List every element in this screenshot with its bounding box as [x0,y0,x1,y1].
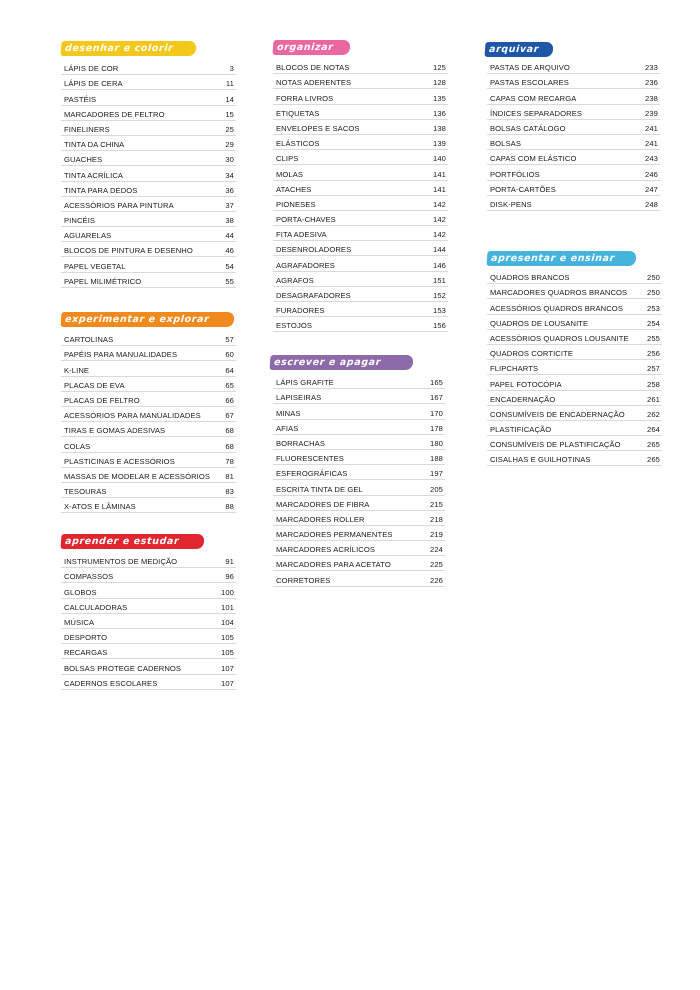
toc-page-number: 105 [221,648,234,658]
toc-row[interactable] [487,421,662,436]
toc-row[interactable] [61,498,236,513]
toc-item-label: CALCULADORAS [64,602,128,612]
toc-page-number: 225 [430,560,443,570]
toc-row[interactable] [487,150,660,165]
toc-page-number: 256 [647,349,660,359]
toc-page-number: 107 [221,678,234,688]
toc-page-number: 261 [647,394,660,404]
toc-row[interactable] [61,136,236,151]
toc-page-number: 253 [647,303,660,313]
toc-row[interactable] [273,74,448,89]
toc-row[interactable] [487,284,662,299]
toc-page-number: 3 [229,64,234,74]
toc-row[interactable] [487,120,660,135]
toc-item-label: PLASTIFICAÇÃO [490,425,552,435]
toc-page-number: 96 [225,572,234,582]
toc-item-label: CADERNOS ESCOLARES [64,678,158,688]
toc-item-label: PASTÉIS [64,94,97,104]
toc-item-label: ETIQUETAS [276,108,320,118]
toc-row[interactable] [273,226,448,241]
toc-row[interactable] [487,360,662,375]
toc-item-label: ACESSÓRIOS QUADROS BRANCOS [490,303,623,313]
toc-row[interactable] [273,181,448,196]
toc-page-number: 135 [433,93,446,103]
toc-page-number: 11 [225,79,234,89]
toc-item-label: ESCRITA TINTA DE GEL [276,484,363,494]
toc-row[interactable] [487,345,662,360]
toc-item-label: FITA ADESIVA [276,230,327,240]
toc-page-number: 136 [433,108,446,118]
toc-row[interactable] [487,330,662,345]
toc-item-label: TINTA DA CHINA [64,140,125,150]
toc-row[interactable] [61,346,236,361]
toc-item-label: CORRETORES [276,575,331,585]
toc-item-label: INSTRUMENTOS DE MEDIÇÃO [64,557,178,567]
toc-item-label: FINELINERS [64,124,110,134]
toc-page-number: 104 [221,617,234,627]
toc-item-label: COLAS [64,441,91,451]
toc-page-number: 128 [433,78,446,88]
toc-page-number: 241 [645,139,658,149]
toc-page-number: 178 [430,423,443,433]
toc-page-number: 241 [645,123,658,133]
toc-item-label: ATACHES [276,184,312,194]
toc-item-label: AGRAFOS [276,275,314,285]
toc-row[interactable] [487,196,660,211]
toc-list [273,59,448,332]
toc-item-label: TINTA PARA DEDOS [64,185,138,195]
toc-row[interactable] [273,135,448,150]
toc-row[interactable] [273,435,445,450]
toc-row[interactable] [273,302,448,317]
toc-row[interactable] [273,241,448,256]
section-desenhar-e-colorir [61,41,236,288]
toc-list [61,331,236,513]
toc-page-number: 258 [647,379,660,389]
toc-row[interactable] [487,165,660,180]
toc-row[interactable] [487,406,662,421]
toc-page-number: 205 [430,484,443,494]
toc-item-label: ÍNDICES SEPARADORES [490,108,583,118]
toc-page-number: 180 [430,438,443,448]
toc-item-label: MARCADORES QUADROS BRANCOS [490,288,628,298]
toc-page-number: 153 [433,306,446,316]
toc-row[interactable] [273,404,445,419]
toc-item-label: FLIPCHARTS [490,364,539,374]
toc-row[interactable] [61,675,236,690]
toc-row[interactable] [273,496,445,511]
toc-row[interactable] [273,571,445,586]
toc-row[interactable] [61,483,236,498]
toc-page-number: 188 [430,454,443,464]
section-arquivar [485,42,660,211]
toc-page-number: 247 [645,184,658,194]
toc-page-number: 81 [225,471,234,481]
toc-item-label: GLOBOS [64,587,97,597]
toc-row[interactable] [61,422,236,437]
toc-page-number: 55 [225,276,234,286]
toc-item-label: PAPEL VEGETAL [64,261,126,271]
toc-item-label: CAPAS COM RECARGA [490,93,577,103]
toc-page-number: 254 [647,318,660,328]
toc-item-label: CISALHAS E GUILHOTINAS [490,455,591,465]
toc-row[interactable] [273,450,445,465]
toc-row[interactable] [273,211,448,226]
toc-row[interactable] [61,568,236,583]
toc-row[interactable] [61,437,236,452]
toc-item-label: ESTOJOS [276,321,313,331]
toc-list [487,59,660,211]
toc-row[interactable] [61,659,236,674]
toc-item-label: LAPISEIRAS [276,393,322,403]
toc-row[interactable] [487,391,662,406]
toc-page-number: 138 [433,123,446,133]
toc-row[interactable] [273,89,448,104]
toc-page-number: 141 [433,184,446,194]
toc-row[interactable] [487,451,662,466]
toc-item-label: PORTA-CARTÕES [490,184,556,194]
toc-item-label: PORTA-CHAVES [276,215,336,225]
toc-page-number: 248 [645,199,658,209]
toc-page-number: 141 [433,169,446,179]
toc-item-label: ACESSÓRIOS QUADROS LOUSANITE [490,333,629,343]
toc-item-label: TINTA ACRÍLICA [64,170,124,180]
toc-row[interactable] [487,269,662,284]
toc-page-number: 67 [225,411,234,421]
toc-row[interactable] [487,299,662,314]
toc-row[interactable] [61,90,236,105]
toc-row[interactable] [487,74,660,89]
toc-page-number: 139 [433,139,446,149]
toc-page-number: 142 [433,230,446,240]
toc-page-number: 238 [645,93,658,103]
toc-item-label: ACESSÓRIOS PARA PINTURA [64,200,174,210]
toc-item-label: TIRAS E GOMAS ADESIVAS [64,426,166,436]
toc-item-label: FLUORESCENTES [276,454,344,464]
toc-item-label: QUADROS CORTICITE [490,349,573,359]
toc-page-number: 83 [225,487,234,497]
toc-row[interactable] [273,256,448,271]
toc-row[interactable] [61,166,236,181]
toc-row[interactable] [487,89,660,104]
toc-row[interactable] [273,541,445,556]
toc-page-number: 239 [645,108,658,118]
toc-item-label: MASSAS DE MODELAR E ACESSÓRIOS [64,471,211,481]
toc-item-label: MARCADORES DE FIBRA [276,499,370,509]
toc-item-label: PLASTICINAS E ACESSÓRIOS [64,456,175,466]
toc-row[interactable] [61,75,236,90]
toc-page-number: 197 [430,469,443,479]
toc-item-label: PASTAS DE ARQUIVO [490,63,570,73]
toc-item-label: CAPAS COM ELÁSTICO [490,154,577,164]
toc-row[interactable] [273,511,445,526]
toc-row[interactable] [273,120,448,135]
toc-item-label: GUACHES [64,155,103,165]
section-escrever-e-apagar [270,355,445,587]
toc-item-label: ELÁSTICOS [276,139,320,149]
toc-page-number: 68 [225,441,234,451]
toc-row[interactable] [61,212,236,227]
toc-row[interactable] [61,361,236,376]
toc-item-label: PAPEL FOTOCÓPIA [490,379,562,389]
toc-row[interactable] [61,453,236,468]
toc-page-number: 144 [433,245,446,255]
toc-item-label: PINCÉIS [64,216,96,226]
toc-item-label: QUADROS DE LOUSANITE [490,318,589,328]
toc-list [487,269,662,466]
toc-page-number: 125 [433,63,446,73]
toc-item-label: MARCADORES PERMANENTES [276,530,393,540]
toc-item-label: ESFEROGRÁFICAS [276,469,348,479]
toc-row[interactable] [61,242,236,257]
section-header: organizar [272,40,350,55]
toc-page-number: 100 [221,587,234,597]
toc-page-number: 262 [647,409,660,419]
section-header: desenhar e colorir [60,41,196,56]
toc-row[interactable] [273,556,445,571]
toc-page-number: 36 [225,185,234,195]
toc-row[interactable] [61,583,236,598]
toc-row[interactable] [61,331,236,346]
toc-row[interactable] [273,465,445,480]
toc-page-number: 65 [225,380,234,390]
toc-item-label: PLACAS DE EVA [64,380,125,390]
toc-item-label: LÁPIS GRAFITE [276,378,334,388]
toc-item-label: LÁPIS DE CERA [64,79,123,89]
toc-list [61,553,236,690]
section-aprender-e-estudar [61,534,236,690]
toc-item-label: MINAS [276,408,301,418]
toc-item-label: NOTAS ADERENTES [276,78,352,88]
toc-row[interactable] [61,553,236,568]
toc-item-label: DESPORTO [64,633,108,643]
toc-row[interactable] [487,105,660,120]
toc-page-number: 140 [433,154,446,164]
toc-item-label: DESENROLADORES [276,245,352,255]
toc-item-label: COMPASSOS [64,572,114,582]
toc-page-number: 14 [225,94,234,104]
toc-page-number: 34 [225,170,234,180]
toc-row[interactable] [61,257,236,272]
toc-row[interactable] [273,480,445,495]
toc-item-label: AGRAFADORES [276,260,335,270]
toc-page-number: 236 [645,78,658,88]
toc-page-number: 142 [433,215,446,225]
toc-item-label: FORRA LIVROS [276,93,334,103]
toc-page-number: 15 [225,109,234,119]
toc-item-label: CONSUMÍVEIS DE ENCADERNAÇÃO [490,409,625,419]
toc-page-number: 243 [645,154,658,164]
toc-row[interactable] [487,181,660,196]
toc-page-number: 68 [225,426,234,436]
toc-row[interactable] [61,182,236,197]
toc-row[interactable] [61,106,236,121]
toc-page-number: 167 [430,393,443,403]
toc-page-number: 60 [225,350,234,360]
toc-row[interactable] [273,59,448,74]
toc-row[interactable] [273,526,445,541]
section-experimentar-e-explorar [61,312,236,513]
toc-page-number: 37 [225,200,234,210]
toc-page-number: 142 [433,199,446,209]
toc-page-number: 88 [225,502,234,512]
toc-item-label: PAPÉIS PARA MANUALIDADES [64,350,178,360]
toc-item-label: ENCADERNAÇÃO [490,394,556,404]
toc-item-label: X-ATOS E LÂMINAS [64,502,136,512]
toc-item-label: MÚSICA [64,617,95,627]
toc-row[interactable] [61,273,236,288]
toc-item-label: FURADORES [276,306,325,316]
toc-item-label: ENVELOPES E SACOS [276,123,360,133]
toc-list [61,60,236,288]
toc-page-number: 78 [225,456,234,466]
toc-row[interactable] [61,392,236,407]
toc-row[interactable] [61,227,236,242]
toc-item-label: BLOCOS DE NOTAS [276,63,350,73]
toc-item-label: PLACAS DE FELTRO [64,395,140,405]
toc-page-number: 156 [433,321,446,331]
toc-row[interactable] [487,315,662,330]
toc-item-label: MARCADORES PARA ACETATO [276,560,391,570]
toc-page-number: 101 [221,602,234,612]
toc-item-label: PAPEL MILIMÉTRICO [64,276,142,286]
toc-page-number: 66 [225,395,234,405]
toc-item-label: PIONESES [276,199,316,209]
toc-row[interactable] [61,197,236,212]
toc-row[interactable] [61,377,236,392]
toc-row[interactable] [61,407,236,422]
toc-row[interactable] [61,468,236,483]
toc-row[interactable] [61,644,236,659]
toc-page-number: 30 [225,155,234,165]
section-header: escrever e apagar [269,355,413,370]
toc-page-number: 218 [430,514,443,524]
toc-item-label: RECARGAS [64,648,108,658]
toc-item-label: TESOURAS [64,487,107,497]
toc-page-number: 46 [225,246,234,256]
toc-page-number: 219 [430,530,443,540]
toc-row[interactable] [487,135,660,150]
toc-page-number: 224 [430,545,443,555]
toc-row[interactable] [61,121,236,136]
toc-item-label: DISK-PENS [490,199,532,209]
toc-row[interactable] [61,629,236,644]
toc-row[interactable] [273,287,448,302]
toc-page-number: 91 [225,557,234,567]
section-apresentar-e-ensinar [487,251,662,466]
toc-page-number: 64 [225,365,234,375]
toc-item-label: MARCADORES ROLLER [276,514,365,524]
toc-page-number: 265 [647,440,660,450]
toc-page-number: 255 [647,333,660,343]
toc-row[interactable] [273,165,448,180]
toc-item-label: BLOCOS DE PINTURA E DESENHO [64,246,193,256]
toc-page-number: 250 [647,288,660,298]
toc-page-number: 151 [433,275,446,285]
toc-row[interactable] [487,375,662,390]
toc-item-label: BOLSAS CATÁLOGO [490,123,566,133]
toc-item-label: MARCADORES ACRÍLICOS [276,545,376,555]
toc-item-label: LÁPIS DE COR [64,64,119,74]
toc-row[interactable] [487,436,662,451]
section-header: aprender e estudar [60,534,204,549]
toc-row[interactable] [61,151,236,166]
toc-row[interactable] [273,196,448,211]
toc-row[interactable] [273,272,448,287]
toc-page-number: 246 [645,169,658,179]
toc-item-label: AFIAS [276,423,299,433]
toc-page-number: 57 [225,335,234,345]
toc-item-label: CLIPS [276,154,299,164]
toc-item-label: CARTOLINAS [64,335,114,345]
toc-page-number: 105 [221,633,234,643]
toc-row[interactable] [273,150,448,165]
toc-row[interactable] [487,59,660,74]
toc-item-label: ACESSÓRIOS PARA MANUALIDADES [64,411,201,421]
toc-item-label: MARCADORES DE FELTRO [64,109,165,119]
toc-page-number: 233 [645,63,658,73]
toc-page-number: 38 [225,216,234,226]
toc-row[interactable] [61,599,236,614]
toc-page-number: 44 [225,231,234,241]
toc-page-number: 215 [430,499,443,509]
toc-item-label: PORTFÓLIOS [490,169,540,179]
toc-page-number: 265 [647,455,660,465]
section-header: arquivar [484,42,553,57]
toc-item-label: MOLAS [276,169,304,179]
toc-item-label: AGUARELAS [64,231,112,241]
toc-item-label: BORRACHAS [276,438,326,448]
toc-row[interactable] [273,374,445,389]
section-organizar [273,40,448,332]
toc-row[interactable] [273,420,445,435]
toc-item-label: PASTAS ESCOLARES [490,78,569,88]
toc-page-number: 264 [647,425,660,435]
toc-item-label: CONSUMÍVEIS DE PLASTIFICAÇÃO [490,440,621,450]
toc-row[interactable] [61,60,236,75]
section-header: experimentar e explorar [60,312,234,327]
toc-item-label: QUADROS BRANCOS [490,273,570,283]
toc-page-number: 257 [647,364,660,374]
toc-row[interactable] [273,389,445,404]
toc-page-number: 170 [430,408,443,418]
toc-item-label: BOLSAS [490,139,521,149]
toc-page-number: 146 [433,260,446,270]
toc-page-number: 226 [430,575,443,585]
toc-item-label: BOLSAS PROTEGE CADERNOS [64,663,182,673]
toc-page-number: 107 [221,663,234,673]
toc-page-number: 54 [225,261,234,271]
toc-page-number: 250 [647,273,660,283]
toc-row[interactable] [273,317,448,332]
toc-page-number: 152 [433,291,446,300]
toc-row[interactable] [273,105,448,120]
toc-page-number: 29 [225,140,234,150]
section-header: apresentar e ensinar [486,251,636,266]
toc-row[interactable] [61,614,236,629]
toc-page-number: 25 [225,124,234,134]
toc-list [273,374,445,587]
toc-page-number: 165 [430,378,443,388]
toc-item-label: K-LINE [64,365,90,375]
toc-item-label: DESAGRAFADORES [276,291,351,300]
